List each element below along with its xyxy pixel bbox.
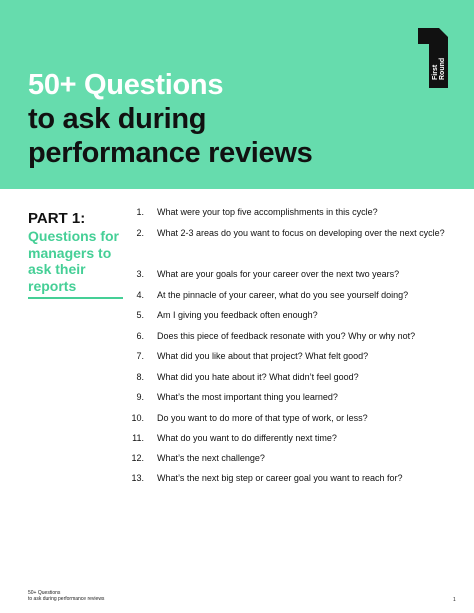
question-number: 3. [136, 269, 144, 279]
question-number: 5. [136, 310, 144, 320]
question-text: What did you like about that project? What felt good? [157, 351, 369, 361]
section-heading: PART 1: [28, 210, 86, 227]
question-number: 10. [131, 413, 144, 423]
question-number: 13. [131, 473, 144, 483]
question-number: 6. [136, 331, 144, 341]
question-number: 2. [136, 228, 144, 238]
question-text: Do you want to do more of that type of work, or less? [157, 413, 368, 423]
question-text: Am I giving you feedback often enough? [157, 310, 318, 320]
page-title-line-1: 50+ Questions [28, 69, 224, 101]
question-text: What were your top five accomplishments in this cycle? [157, 207, 378, 217]
section-subheading: Questions for managers to ask their reports [28, 228, 120, 294]
question-text: What’s the next big step or career goal you want to reach for? [157, 473, 403, 483]
question-text: What 2-3 areas do you want to focus on developing over the next cycle? [157, 228, 445, 238]
footer-line-2: to ask during performance reviews [28, 596, 105, 602]
page-title-line-2: to ask during [28, 103, 207, 135]
question-text: Does this piece of feedback resonate with you? Why or why not? [157, 331, 416, 341]
question-text: What’s the most important thing you learned? [157, 392, 338, 402]
footer [28, 590, 104, 602]
question-text: What do you want to do differently next time? [157, 433, 337, 443]
question-number: 8. [136, 372, 144, 382]
question-number: 11. [132, 433, 144, 443]
question-text: What’s the next challenge? [157, 453, 265, 463]
question-text: What are your goals for your career over the next two years? [157, 269, 400, 279]
page-title-line-3: performance reviews [28, 137, 313, 169]
question-text: What did you hate about it? What didn’t feel good? [157, 372, 359, 382]
question-number: 1. [136, 207, 144, 217]
question-number: 9. [136, 392, 144, 402]
question-number: 12. [131, 453, 144, 463]
page-number: 1 [453, 597, 456, 603]
logo-text-line-1: First [432, 64, 439, 80]
question-number: 4. [136, 290, 144, 300]
question-number: 7. [136, 351, 144, 361]
footer-line-1: 50+ Questions [28, 590, 61, 596]
logo-text-line-2: Round [439, 57, 446, 80]
question-text: At the pinnacle of your career, what do you see yourself doing? [157, 290, 409, 300]
